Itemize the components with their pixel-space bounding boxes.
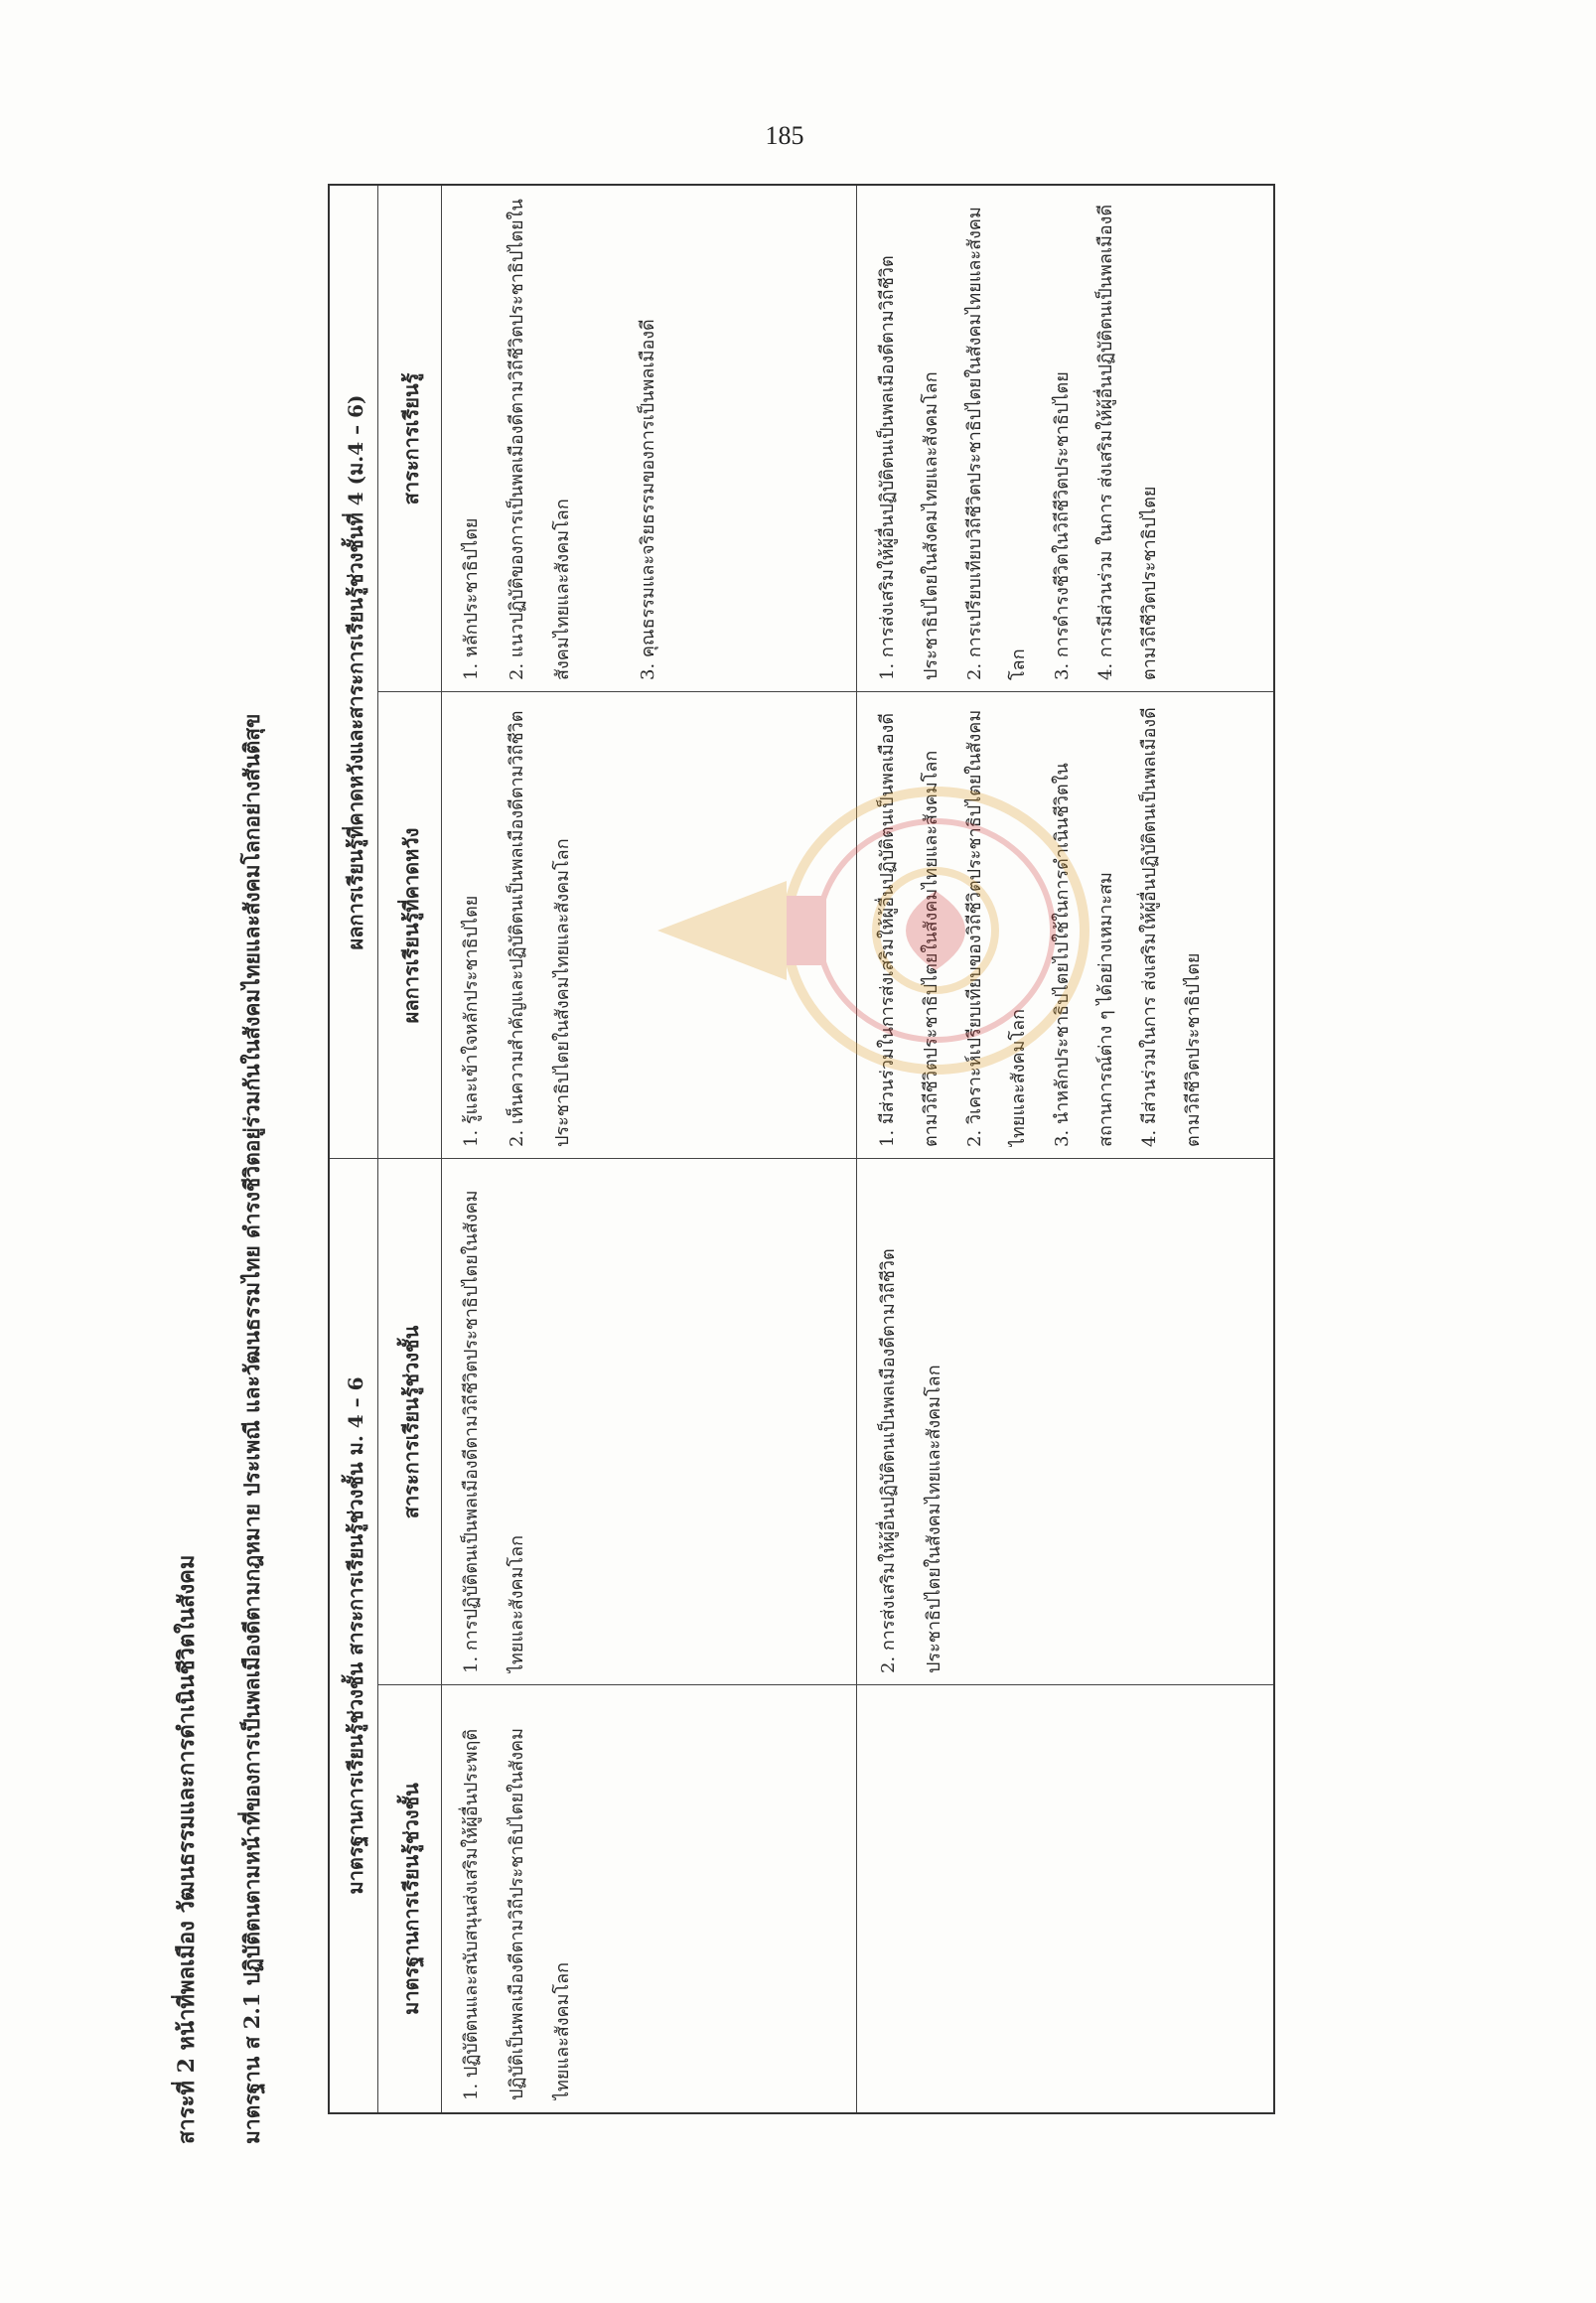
learning-item: 2. การเปรียบเทียบวิถีชีวิตประชาธิปไตยในสังคมไทยและสังคมโลก <box>964 207 1029 680</box>
learning-item: 1. การส่งเสริมให้ผู้อื่นปฏิบัติตนเป็นพลเมืองดีตามวิถีชีวิตประชาธิปไตยในสังคมไทยและสังคมโลก <box>877 255 942 680</box>
learning-item: 3. คุณธรรมและจริยธรรมของการเป็นพลเมืองดี <box>638 319 658 680</box>
column-divider-3 <box>377 691 1273 692</box>
learning-cell-1 <box>449 199 846 680</box>
column-header-standard: มาตรฐานการเรียนรู้ช่วงชั้น <box>399 1783 423 2015</box>
content-cell-1 <box>449 1172 846 1673</box>
standard-cell <box>449 1698 1263 2100</box>
column-divider-2 <box>330 1158 1273 1159</box>
learning-cell-2 <box>866 199 1268 680</box>
standard-item: 1. ปฏิบัติตนและสนับสนุนส่งเสริมให้ผู้อื่นประพฤติปฏิบัติเป็นพลเมืองดีตามวิถีประชาธิปไตยในสังคมไทยและสังคมโลก <box>461 1728 573 2100</box>
learning-item: 2. แนวปฏิบัติของการเป็นพลเมืองดีตามวิถีชีวิตประชาธิปไตยในสังคมไทยและสังคมโลก <box>507 199 573 680</box>
outcome-item: 4. มีส่วนร่วมในการ ส่งเสริมให้ผู้อื่นปฏิบัติตนเป็นพลเมืองดีตามวิถีชีวิตประชาธิปไตย <box>1139 707 1204 1147</box>
content-item: 2. การส่งเสริมให้ผู้อื่นปฏิบัติตนเป็นพลเมืองดีตามวิถีชีวิตประชาธิปไตยในสังคมไทยและสังคมโลก <box>878 1248 944 1673</box>
group-header-rule <box>377 186 378 2112</box>
column-header-learning: สาระการเรียนรู้ <box>399 372 423 505</box>
rotated-document <box>0 118 1311 2204</box>
learning-item: 4. การมีส่วนร่วม ในการ ส่งเสริมให้ผู้อื่นปฏิบัติตนเป็นพลเมืองดีตามวิถีชีวิตประชาธิปไตย <box>1095 204 1160 680</box>
curriculum-table <box>328 184 1275 2114</box>
outcome-item: 1. มีส่วนร่วมในการส่งเสริมให้ผู้อื่นปฏิบัติตนเป็นพลเมืองดีตามวิถีชีวิตประชาธิปไตยในสังคมไทยและสังคมโลก <box>877 712 942 1147</box>
content-item: 1. การปฏิบัติตนเป็นพลเมืองดีตามวิถีชีวิตประชาธิปไตยในสังคมไทยและสังคมโลก <box>461 1190 527 1673</box>
column-header-rule <box>441 186 442 2112</box>
group-header-right: ผลการเรียนรู้ที่คาดหวังและสาระการเรียนรู้ช่วงชั้นที่ 4 (ม.4 – 6) <box>344 394 367 950</box>
outcome-item: 2. เห็นความสำคัญและปฏิบัติตนเป็นพลเมืองดีตามวิถีชีวิตประชาธิปไตยในสังคมไทยและสังคมโลก <box>507 710 573 1147</box>
column-header-content: สาระการเรียนรู้ช่วงชั้น <box>399 1325 423 1519</box>
page-number: 185 <box>765 121 804 150</box>
standard-title: มาตรฐาน ส 2.1 ปฏิบัติตนตามหน้าที่ของการเป็นพลเมืองดีตามกฎหมาย ประเพณี และวัฒนธรรมไทย ดำรงชีวิตอยู่ร่วมกันในสังคมไทยและสังคมโลกอย่างสันติสุข <box>239 713 264 2144</box>
learning-item: 1. หลักประชาธิปไตย <box>461 517 482 680</box>
outcomes-cell-1 <box>449 702 846 1147</box>
learning-item: 3. การดำรงชีวิตในวิถีชีวิตประชาธิปไตย <box>1052 371 1073 680</box>
outcome-item: 3. นำหลักประชาธิปไตยไปใช้ในการดำเนินชีวิตในสถานการณ์ต่าง ๆ ได้อย่างเหมาะสม <box>1052 763 1116 1147</box>
group-header-left: มาตรฐานการเรียนรู้ช่วงชั้น สาระการเรียนรู้ช่วงชั้น ม. 4 – 6 <box>344 1376 367 1895</box>
strand-title: สาระที่ 2 หน้าที่พลเมือง วัฒนธรรมและการดำเนินชีวิตในสังคม <box>174 1554 200 2144</box>
column-header-outcomes: ผลการเรียนรู้ที่คาดหวัง <box>399 827 423 1024</box>
outcome-item: 2. วิเคราะห์เปรียบเทียบของวิถีชีวิตประชาธิปไตยในสังคมไทยและสังคมโลก <box>964 709 1029 1147</box>
column-divider-1 <box>377 1684 1273 1685</box>
outcomes-cell-2 <box>866 702 1268 1147</box>
content-cell-2 <box>866 1172 1263 1673</box>
outcome-item: 1. รู้และเข้าใจหลักประชาธิปไตย <box>461 895 482 1147</box>
